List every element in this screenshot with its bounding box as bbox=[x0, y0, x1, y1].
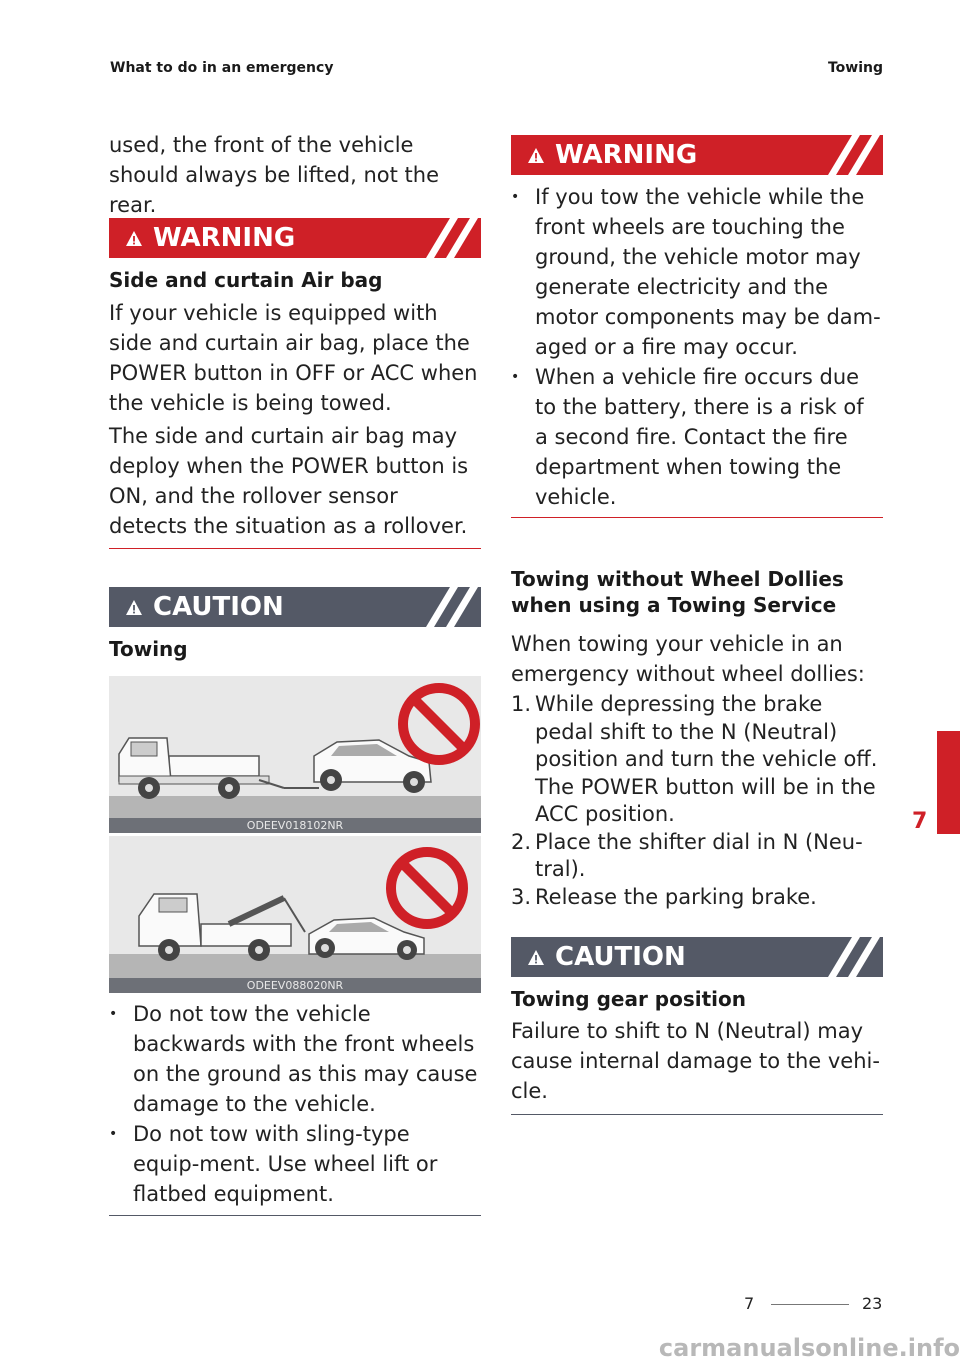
footer-chapter-number: 7 bbox=[744, 1294, 755, 1313]
caution-subhead: Towing gear position bbox=[511, 987, 746, 1011]
footer-page-number: 23 bbox=[862, 1294, 883, 1313]
header-topic-title: Towing bbox=[827, 60, 883, 76]
warning-triangle-icon bbox=[527, 949, 545, 966]
warning-triangle-icon bbox=[527, 147, 545, 164]
list-item bbox=[511, 829, 883, 884]
footer-divider bbox=[771, 1304, 849, 1305]
warning-bullet-list bbox=[511, 182, 883, 512]
watermark: carmanualsonline.info bbox=[658, 1334, 960, 1361]
warning-banner bbox=[511, 135, 883, 175]
figure-code: ODEEV018102NR bbox=[246, 819, 344, 832]
section-intro: When towing your vehicle in an emergency without wheel dollies: bbox=[511, 632, 865, 686]
banner-stripes bbox=[823, 135, 883, 175]
towing-steps-list bbox=[511, 691, 883, 911]
caution-paragraph: Failure to shift to N (Neutral) may cause internal damage to the vehi-cle. bbox=[511, 1019, 880, 1103]
intro-paragraph: used, the front of the vehicle should always be lifted, not the rear. bbox=[109, 133, 440, 217]
towing-illustration-flatbed-wrong bbox=[109, 676, 481, 833]
header-section-title: What to do in an emergency bbox=[110, 60, 334, 76]
divider bbox=[511, 517, 883, 518]
divider bbox=[511, 1114, 883, 1115]
step-number: 1. bbox=[511, 692, 532, 716]
caution-banner bbox=[109, 587, 481, 627]
towing-illustration-sling-wrong bbox=[109, 836, 481, 993]
caution-banner bbox=[511, 937, 883, 977]
warning-paragraph-2: The side and curtain air bag may deploy when the POWER button is ON, and the rollover sensor detects the situation as a rollover. bbox=[109, 424, 469, 538]
banner-stripes bbox=[421, 218, 481, 258]
list-item: • If you tow the vehicle while the front wheels are touching the ground, the vehicle motor may generate electricity and the motor components may be dam-aged or a fire may occur. bbox=[511, 182, 883, 362]
caution-label: CAUTION bbox=[555, 942, 686, 972]
warning-banner bbox=[109, 218, 481, 258]
banner-stripes bbox=[823, 937, 883, 977]
divider bbox=[109, 1215, 481, 1216]
list-item: • When a vehicle fire occurs due to the battery, there is a risk of a second fire. Contact the fire department when towing the vehicle. bbox=[511, 362, 883, 512]
list-item: • Do not tow with sling-type equip-ment. Use wheel lift or flatbed equipment. bbox=[109, 1119, 481, 1209]
list-item: • Do not tow the vehicle backwards with the front wheels on the ground as this may cause damage to the vehicle. bbox=[109, 999, 481, 1119]
list-item bbox=[511, 691, 883, 829]
warning-label: WARNING bbox=[555, 140, 698, 170]
step-text: Place the shifter dial in N (Neu-tral). bbox=[535, 829, 863, 881]
warning-label: WARNING bbox=[153, 223, 296, 253]
figure-code: ODEEV088020NR bbox=[246, 979, 344, 992]
warning-subhead: Side and curtain Air bag bbox=[109, 268, 383, 292]
step-number: 2. bbox=[511, 829, 532, 854]
chapter-tab-number: 7 bbox=[912, 809, 928, 834]
warning-triangle-icon bbox=[125, 599, 143, 616]
caution-bullet-list bbox=[109, 999, 481, 1209]
caution-subhead: Towing bbox=[109, 637, 188, 661]
step-text: Release the parking brake. bbox=[535, 884, 817, 909]
divider bbox=[109, 548, 481, 549]
banner-stripes bbox=[421, 587, 481, 627]
step-text: While depressing the brake pedal shift to the N (Neutral) position and turn the vehicle off. The POWER button will be in the ACC position. bbox=[535, 692, 878, 826]
warning-paragraph-1: If your vehicle is equipped with side and curtain air bag, place the POWER button in OFF or ACC when the vehicle is being towed. bbox=[109, 301, 478, 415]
section-heading: Towing without Wheel Dollies when using a Towing Service bbox=[511, 567, 844, 617]
step-number: 3. bbox=[511, 884, 532, 909]
list-item bbox=[511, 884, 883, 912]
caution-label: CAUTION bbox=[153, 592, 284, 622]
warning-triangle-icon bbox=[125, 230, 143, 247]
chapter-tab bbox=[937, 731, 960, 834]
